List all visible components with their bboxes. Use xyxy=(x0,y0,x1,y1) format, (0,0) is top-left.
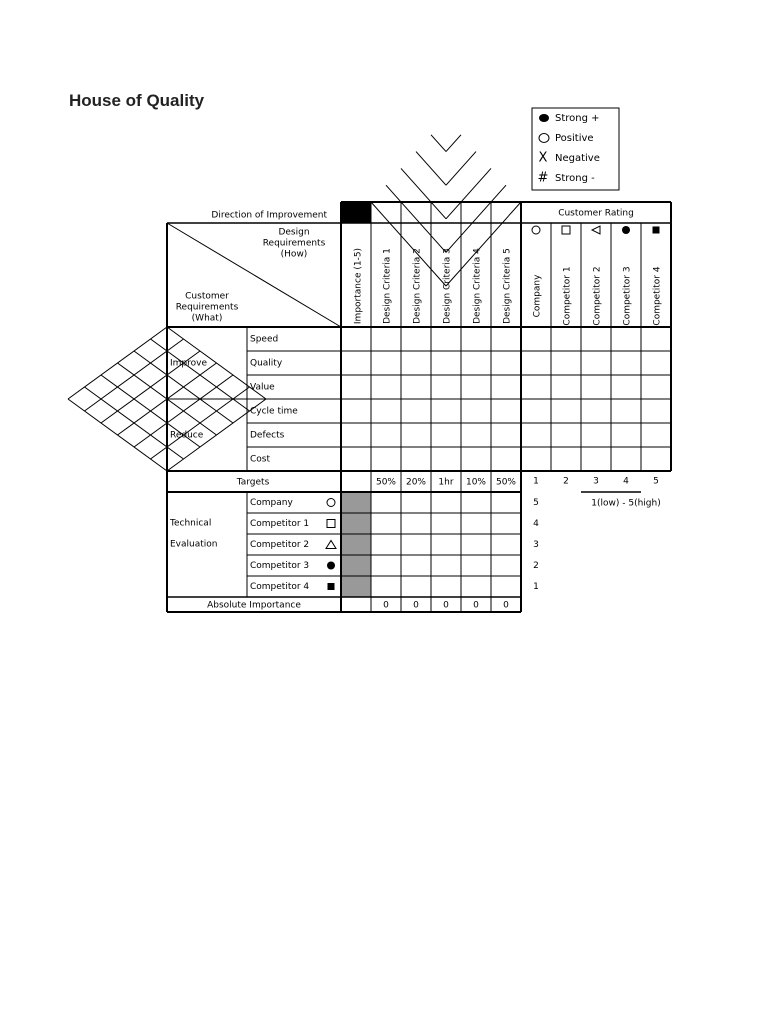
roof-line xyxy=(446,185,506,252)
roof-line xyxy=(401,168,446,218)
importance-header: Importance (1-5) xyxy=(353,247,364,325)
roof-line xyxy=(446,135,461,152)
target-value: 20% xyxy=(405,477,427,488)
customer-requirements-label: Requirements xyxy=(175,302,239,313)
requirement-item-label: Value xyxy=(250,382,275,393)
technical-row-label: Company xyxy=(250,498,293,508)
filled-circle-icon xyxy=(622,226,630,234)
absolute-importance-label: Absolute Importance xyxy=(207,600,301,611)
roof-line xyxy=(446,152,476,186)
target-value: 10% xyxy=(465,477,487,488)
absolute-importance-value: 0 xyxy=(443,600,449,611)
legend-label: Positive xyxy=(555,133,594,144)
filled-square-icon xyxy=(653,227,660,234)
roof-line xyxy=(386,185,446,252)
requirement-item-label: Speed xyxy=(250,334,279,345)
technical-scale-number: 1 xyxy=(533,582,539,592)
design-criteria-header: Design Criteria 1 xyxy=(382,248,393,324)
scale-note: 1(low) - 5(high) xyxy=(591,498,661,509)
design-criteria-header: Design Criteria 5 xyxy=(502,248,513,324)
triangle-left-icon xyxy=(592,226,600,234)
rating-column-header: Competitor 1 xyxy=(562,266,573,326)
technical-row-label: Competitor 2 xyxy=(250,540,310,550)
strong-positive-icon xyxy=(539,114,549,122)
design-criteria-header: Design Criteria 3 xyxy=(442,248,453,324)
design-requirements-label: Requirements xyxy=(262,238,326,249)
open-triangle-icon xyxy=(326,541,336,549)
legend-label: Strong + xyxy=(555,113,600,124)
design-requirements-label: (How) xyxy=(280,249,308,260)
technical-evaluation-label: Evaluation xyxy=(170,539,218,550)
open-circle-icon xyxy=(532,226,540,234)
open-square-icon xyxy=(327,520,335,528)
rating-scale-number: 4 xyxy=(623,476,629,487)
requirement-item-label: Cycle time xyxy=(250,406,298,417)
legend-label: Strong - xyxy=(555,173,595,184)
requirement-group-label: Reduce xyxy=(170,430,204,441)
technical-row-label: Competitor 3 xyxy=(250,561,310,571)
customer-requirements-label: (What) xyxy=(191,313,223,324)
rating-scale-number: 1 xyxy=(533,476,539,487)
filled-circle-icon xyxy=(327,562,335,570)
open-circle-icon xyxy=(327,499,335,507)
rating-column-header: Competitor 4 xyxy=(652,266,663,326)
technical-scale-number: 4 xyxy=(533,519,539,529)
technical-row-label: Competitor 1 xyxy=(250,519,310,529)
filled-square-icon xyxy=(328,583,335,590)
rating-column-header: Competitor 2 xyxy=(592,266,603,326)
design-criteria-header: Design Criteria 4 xyxy=(472,248,483,324)
design-criteria-header: Design Criteria 2 xyxy=(412,248,423,324)
strong-negative-icon: # xyxy=(537,170,549,186)
technical-row-label: Competitor 4 xyxy=(250,582,310,592)
roof-line xyxy=(416,152,446,186)
technical-scale-number: 2 xyxy=(533,561,539,571)
targets-label: Targets xyxy=(236,477,270,488)
direction-marker xyxy=(341,202,371,223)
legend xyxy=(532,108,619,190)
requirement-item-label: Defects xyxy=(250,430,285,441)
roof-line xyxy=(446,168,491,218)
direction-of-improvement-label: Direction of Improvement xyxy=(211,210,327,221)
rating-scale-number: 5 xyxy=(653,476,659,487)
absolute-importance-value: 0 xyxy=(473,600,479,611)
customer-rating-label: Customer Rating xyxy=(558,208,634,219)
absolute-importance-value: 0 xyxy=(503,600,509,611)
requirement-item-label: Cost xyxy=(250,454,271,465)
target-value: 50% xyxy=(495,477,517,488)
technical-evaluation-label: Technical xyxy=(170,518,212,529)
open-square-icon xyxy=(562,226,570,234)
roof-line xyxy=(431,135,446,152)
absolute-importance-value: 0 xyxy=(383,600,389,611)
requirement-item-label: Quality xyxy=(250,358,283,369)
target-value: 1hr xyxy=(438,477,454,488)
rating-scale-number: 2 xyxy=(563,476,569,487)
technical-scale-number: 3 xyxy=(533,540,539,550)
technical-scale-number: 5 xyxy=(533,498,539,508)
rating-column-header: Competitor 3 xyxy=(622,266,633,326)
requirement-group-label: Improve xyxy=(170,358,208,369)
target-value: 50% xyxy=(375,477,397,488)
legend-label: Negative xyxy=(555,153,600,164)
page-title: House of Quality xyxy=(69,91,205,110)
customer-requirements-label: Customer xyxy=(185,291,229,302)
negative-icon: X xyxy=(538,150,548,166)
rating-scale-number: 3 xyxy=(593,476,599,487)
rating-column-header: Company xyxy=(532,274,543,318)
design-requirements-label: Design xyxy=(278,227,310,238)
importance-shaded-cell xyxy=(341,492,371,597)
absolute-importance-value: 0 xyxy=(413,600,419,611)
